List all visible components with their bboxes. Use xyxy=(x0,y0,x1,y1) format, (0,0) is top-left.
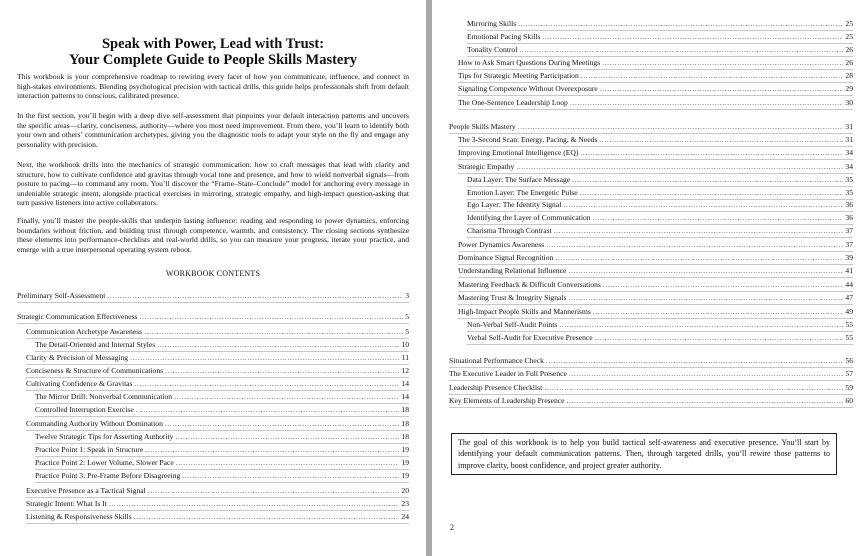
toc-entry[interactable] xyxy=(35,470,409,483)
toc-leader-dots xyxy=(602,57,843,69)
toc-entry[interactable] xyxy=(26,511,409,524)
toc-entry[interactable] xyxy=(458,70,853,83)
toc-leader-dots xyxy=(165,365,399,377)
toc-entry-label: The Mirror Drill: Nonverbal Communication xyxy=(35,392,173,401)
toc-entry-label: Strategic Intent: What Is It xyxy=(26,499,107,508)
toc-entry-page-number: 19 xyxy=(401,471,409,480)
toc-entry-page-number: 47 xyxy=(845,293,853,302)
toc-entry-label: Listening & Responsiveness Skills xyxy=(26,512,132,521)
toc-leader-dots xyxy=(567,395,844,407)
toc-entry-page-number: 57 xyxy=(845,369,853,378)
toc-entry-page-number: 14 xyxy=(401,379,409,388)
toc-leader-dots xyxy=(542,31,843,43)
toc-entry-label: Conciseness & Structure of Communications xyxy=(26,366,164,375)
toc-entry-label: Charisma Through Contrast xyxy=(467,226,552,235)
toc-entry-label: Understanding Relational Influence xyxy=(458,266,567,275)
toc-entry-label: Situational Performance Check xyxy=(449,356,544,365)
toc-leader-dots xyxy=(148,485,400,497)
toc-leader-dots xyxy=(134,511,400,523)
toc-entry-label: Strategic Communication Effectiveness xyxy=(17,312,138,321)
toc-leader-dots xyxy=(581,70,844,82)
toc-leader-dots xyxy=(157,339,399,351)
toc-entry-page-number: 10 xyxy=(401,340,409,349)
toc-entry[interactable] xyxy=(458,134,853,147)
toc-leader-dots xyxy=(546,239,843,251)
toc-entry[interactable] xyxy=(458,265,853,278)
toc-entry-label: Tonality Control xyxy=(467,45,518,54)
goal-callout: The goal of this workbook is to help you build tactical self-awareness and executive presence. You’ll start by identifying your default communication patterns. Then, through targeted drills, you’ll rewire those patterns to improve clarity, boost confidence, and project greater authority. xyxy=(451,433,837,475)
toc-entry-page-number: 36 xyxy=(845,213,853,222)
toc-entry-label: Emotion Layer: The Energetic Pulse xyxy=(467,188,578,197)
toc-entry-page-number: 37 xyxy=(845,240,853,249)
toc-entry-page-number: 26 xyxy=(845,58,853,67)
toc-entry-label: Non-Verbal Self-Audit Points xyxy=(467,320,558,329)
toc-entry-page-number: 29 xyxy=(845,84,853,93)
toc-leader-dots xyxy=(546,355,844,367)
toc-entry-page-number: 18 xyxy=(401,405,409,414)
toc-entry[interactable] xyxy=(449,355,853,368)
toc-entry[interactable] xyxy=(26,485,409,498)
toc-entry-page-number: 18 xyxy=(401,419,409,428)
toc-entry-page-number: 30 xyxy=(845,98,853,107)
page-right xyxy=(432,0,860,556)
toc-entry[interactable] xyxy=(26,378,409,391)
toc-entry-label: Ego Layer: The Identity Signal xyxy=(467,200,562,209)
toc-entry-page-number: 20 xyxy=(401,486,409,495)
toc-entry[interactable] xyxy=(35,444,409,457)
toc-entry-page-number: 12 xyxy=(401,366,409,375)
toc-entry[interactable] xyxy=(26,418,409,431)
toc-leader-dots xyxy=(569,368,844,380)
document-title xyxy=(20,36,406,68)
toc-entry[interactable] xyxy=(467,319,853,332)
toc-leader-dots xyxy=(130,352,400,364)
toc-entry-page-number: 26 xyxy=(845,45,853,54)
toc-entry-label: The Detail-Oriented and Internal Styles xyxy=(35,340,156,349)
toc-entry-page-number: 55 xyxy=(845,320,853,329)
toc-entry[interactable] xyxy=(467,225,853,238)
toc-entry-label: Cultivating Confidence & Gravitas xyxy=(26,379,133,388)
toc-leader-dots xyxy=(135,378,400,390)
toc-entry[interactable] xyxy=(449,382,853,395)
toc-entry-label: Communication Archetype Awareness xyxy=(26,327,143,336)
toc-entry-page-number: 5 xyxy=(405,327,409,336)
toc-leader-dots xyxy=(136,404,400,416)
toc-entry[interactable] xyxy=(458,252,853,265)
toc-entry-label: The One-Sentence Leadership Loop xyxy=(458,98,568,107)
toc-entry-page-number: 25 xyxy=(845,19,853,28)
toc-entry-page-number: 44 xyxy=(845,280,853,289)
toc-leader-dots xyxy=(568,292,843,304)
toc-entry-label: Mirroring Skills xyxy=(467,19,517,28)
toc-entry[interactable] xyxy=(467,18,853,31)
toc-entry-label: Emotional Pacing Skills xyxy=(467,32,541,41)
toc-entry-label: Power Dynamics Awareness xyxy=(458,240,545,249)
toc-leader-dots xyxy=(595,332,844,344)
toc-entry-label: Key Elements of Leadership Presence xyxy=(449,396,565,405)
toc-entry[interactable] xyxy=(467,174,853,187)
toc-leader-dots xyxy=(145,444,399,456)
toc-entry-page-number: 55 xyxy=(845,333,853,342)
toc-leader-dots xyxy=(107,290,403,302)
toc-entry-page-number: 23 xyxy=(401,499,409,508)
toc-entry-page-number: 34 xyxy=(845,148,853,157)
toc-entry-page-number: 3 xyxy=(405,291,409,300)
toc-leader-dots xyxy=(174,391,399,403)
toc-leader-dots xyxy=(519,44,843,56)
toc-entry[interactable] xyxy=(458,83,853,96)
toc-entry-page-number: 49 xyxy=(845,307,853,316)
toc-entry[interactable] xyxy=(458,57,853,70)
toc-entry-page-number: 60 xyxy=(845,396,853,405)
toc-entry-page-number: 36 xyxy=(845,200,853,209)
toc-entry-label: Executive Presence as a Tactical Signal xyxy=(26,486,146,495)
toc-leader-dots xyxy=(182,470,399,482)
toc-entry[interactable] xyxy=(449,395,853,408)
toc-entry[interactable] xyxy=(17,311,409,324)
toc-leader-dots xyxy=(570,97,844,109)
toc-entry[interactable] xyxy=(449,121,853,134)
toc-leader-dots xyxy=(175,431,399,443)
toc-entry-label: Controlled Interruption Exercise xyxy=(35,405,134,414)
toc-entry-page-number: 19 xyxy=(401,445,409,454)
toc-leader-dots xyxy=(176,457,400,469)
toc-entry-label: Twelve Strategic Tips for Asserting Authority xyxy=(35,432,174,441)
toc-entry-page-number: 24 xyxy=(401,512,409,521)
toc-entry-page-number: 25 xyxy=(845,32,853,41)
toc-entry-label: Identifying the Layer of Communication xyxy=(467,213,591,222)
toc-entry-label: Data Layer: The Surface Message xyxy=(467,175,571,184)
toc-entry-page-number: 39 xyxy=(845,253,853,262)
toc-entry[interactable] xyxy=(458,279,853,292)
intro-paragraph-2: In the first section, you’ll begin with a deep dive self-assessment that pinpoints your default interaction patterns and uncovers the specific areas—clarity, conciseness, authority—where you most need improvement. From there, you’ll learn to identify both your own and others’ communication archetypes, giving you the diagnostic tools to adapt your style on the fly and engage any personality with precision. xyxy=(17,111,409,149)
toc-leader-dots xyxy=(554,225,844,237)
toc-entry[interactable] xyxy=(35,339,409,352)
toc-entry[interactable] xyxy=(26,365,409,378)
toc-entry[interactable] xyxy=(17,290,409,303)
toc-entry-label: Clarity & Precision of Messaging xyxy=(26,353,129,362)
toc-entry-label: Tips for Strategic Meeting Participation xyxy=(458,71,579,80)
toc-entry[interactable] xyxy=(26,352,409,365)
toc-entry-page-number: 35 xyxy=(845,188,853,197)
toc-entry[interactable] xyxy=(458,306,853,319)
toc-leader-dots xyxy=(544,382,843,394)
toc-entry-label: Mastering Feedback & Difficult Conversations xyxy=(458,280,601,289)
toc-entry-label: High-Impact People Skills and Mannerisms xyxy=(458,307,591,316)
toc-leader-dots xyxy=(563,199,843,211)
toc-entry[interactable] xyxy=(467,212,853,225)
toc-leader-dots xyxy=(559,319,843,331)
toc-entry[interactable] xyxy=(26,498,409,511)
toc-entry[interactable] xyxy=(449,368,853,381)
toc-entry-label: Leadership Presence Checklist xyxy=(449,383,543,392)
toc-entry-page-number: 35 xyxy=(845,175,853,184)
page-number: 2 xyxy=(450,523,454,532)
toc-leader-dots xyxy=(593,212,844,224)
toc-entry-page-number: 31 xyxy=(845,122,853,131)
toc-entry-page-number: 11 xyxy=(401,353,409,362)
toc-entry-page-number: 34 xyxy=(845,162,853,171)
toc-entry[interactable] xyxy=(35,431,409,444)
toc-leader-dots xyxy=(518,121,844,133)
toc-entry[interactable] xyxy=(458,239,853,252)
toc-entry-label: Practice Point 1: Speak in Structure xyxy=(35,445,144,454)
toc-leader-dots xyxy=(600,83,844,95)
toc-entry-page-number: 56 xyxy=(845,356,853,365)
page-left xyxy=(0,0,426,556)
toc-leader-dots xyxy=(518,18,843,30)
toc-leader-dots xyxy=(109,498,400,510)
toc-entry-label: Practice Point 2: Lower Volume, Slower Pace xyxy=(35,458,174,467)
toc-entry-label: Dominance Signal Recognition xyxy=(458,253,554,262)
toc-entry-page-number: 37 xyxy=(845,226,853,235)
toc-entry[interactable] xyxy=(458,161,853,174)
toc-leader-dots xyxy=(603,279,844,291)
toc-entry-label: Improving Emotional Intelligence (EQ) xyxy=(458,148,579,157)
toc-entry-label: Signaling Competence Without Overexposure xyxy=(458,84,598,93)
toc-entry[interactable] xyxy=(35,457,409,470)
toc-leader-dots xyxy=(139,311,403,323)
toc-entry-label: Mastering Trust & Integrity Signals xyxy=(458,293,567,302)
toc-entry[interactable] xyxy=(35,391,409,404)
toc-leader-dots xyxy=(568,265,843,277)
toc-leader-dots xyxy=(593,306,844,318)
toc-entry-label: Preliminary Self-Assessment xyxy=(17,291,106,300)
toc-entry[interactable] xyxy=(467,332,853,345)
toc-entry-label: Verbal Self-Audit for Executive Presence xyxy=(467,333,593,342)
toc-entry[interactable] xyxy=(467,44,853,57)
toc-entry-page-number: 31 xyxy=(845,135,853,144)
toc-leader-dots xyxy=(165,418,400,430)
toc-leader-dots xyxy=(599,134,843,146)
toc-entry[interactable] xyxy=(467,31,853,44)
toc-entry[interactable] xyxy=(35,404,409,417)
toc-entry[interactable] xyxy=(467,199,853,212)
toc-entry-label: The Executive Leader in Full Presence xyxy=(449,369,567,378)
toc-leader-dots xyxy=(572,174,843,186)
toc-leader-dots xyxy=(555,252,843,264)
toc-entry-label: Strategic Empathy xyxy=(458,162,515,171)
toc-entry[interactable] xyxy=(458,292,853,305)
toc-entry-page-number: 19 xyxy=(401,458,409,467)
toc-leader-dots xyxy=(516,161,843,173)
contents-heading: WORKBOOK CONTENTS xyxy=(165,269,261,278)
toc-entry-label: The 3-Second Scan: Energy, Pacing, & Needs xyxy=(458,135,598,144)
title-line-2: Your Complete Guide to People Skills Mastery xyxy=(68,52,358,68)
title-line-1: Speak with Power, Lead with Trust: xyxy=(101,36,325,52)
toc-entry[interactable] xyxy=(458,97,853,110)
toc-entry-page-number: 5 xyxy=(405,312,409,321)
intro-paragraph-1: This workbook is your comprehensive roadmap to rewiring every facet of how you communicate, influence, and connect in high-stakes environments. Blending psychological precision with tactical drills, this guide helps professionals shift from default interaction patterns to conscious, calibrated presence. xyxy=(17,72,409,101)
toc-entry-label: How to Ask Smart Questions During Meetings xyxy=(458,58,601,67)
intro-paragraph-4: Finally, you’ll master the people-skills that underpin lasting influence: reading and responding to power dynamics, enforcing boundaries without friction, and building trust through competence, warmth, and consistency. The closing sections synthesize these elements into performance-checklists and real-world drills, so you can measure your progress, iterate your practice, and emerge with a true interpersonal operating system reboot. xyxy=(17,216,409,254)
toc-entry-page-number: 41 xyxy=(845,266,853,275)
toc-entry-page-number: 59 xyxy=(845,383,853,392)
toc-leader-dots xyxy=(144,326,403,338)
toc-entry[interactable] xyxy=(26,326,409,339)
toc-entry-label: Practice Point 3: Pre-Frame Before Disagreeing xyxy=(35,471,181,480)
toc-entry-label: People Skills Mastery xyxy=(449,122,516,131)
toc-entry-page-number: 14 xyxy=(401,392,409,401)
intro-paragraph-3: Next, the workbook drills into the mechanics of strategic communication: how to craft messages that lead with clarity and structure, how to cultivate confidence and gravitas through vocal tone and presence, and how to wield nonverbal signals—from posture to pacing—to command any room. You’ll discover the “Frame–State–Conclude” model for anchoring every message in undeniable strategic intent, alongside practical exercises in mirroring, strategic empathy, and high-impact question-asking that turn passive listeners into active collaborators. xyxy=(17,160,409,208)
toc-entry-label: Commanding Authority Without Domination xyxy=(26,419,163,428)
toc-leader-dots xyxy=(580,187,844,199)
toc-entry-page-number: 18 xyxy=(401,432,409,441)
toc-entry-page-number: 28 xyxy=(845,71,853,80)
toc-entry[interactable] xyxy=(458,147,853,160)
toc-leader-dots xyxy=(580,147,843,159)
